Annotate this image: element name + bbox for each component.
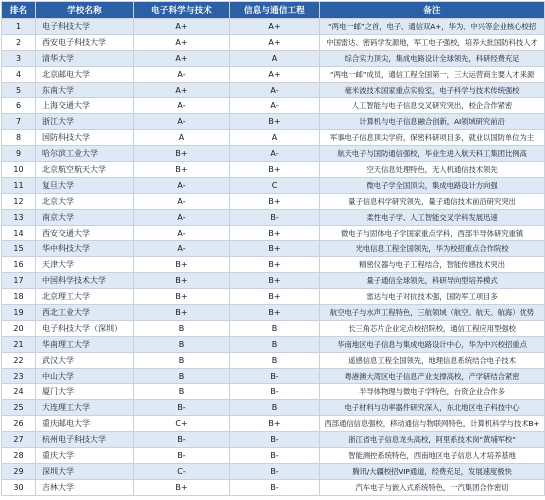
table-row <box>2 193 545 209</box>
school-cell: 东南大学 <box>36 82 134 98</box>
info-comm-grade: A- <box>230 82 320 98</box>
info-comm-grade: B+ <box>230 257 320 273</box>
note-cell: 空天信息处理特色，无人机通信技术领先 <box>320 162 545 178</box>
electronic-science-grade: B <box>134 320 230 336</box>
table-body <box>2 19 545 496</box>
note-cell: 粤港澳大湾区电子信息产业支撑高校，产学研结合紧密 <box>320 368 545 384</box>
table-row <box>2 432 545 448</box>
col-header-electronic-science: 电子科学与技术 <box>134 2 230 19</box>
table-row <box>2 82 545 98</box>
school-cell: 重庆大学 <box>36 448 134 464</box>
rank-cell: 17 <box>2 273 36 289</box>
rank-cell: 26 <box>2 416 36 432</box>
table-row <box>2 352 545 368</box>
ranking-table <box>1 1 545 496</box>
note-cell: 电子材料与功率器件研究深入，东北地区电子科技中心 <box>320 400 545 416</box>
info-comm-grade: B- <box>230 448 320 464</box>
electronic-science-grade: B <box>134 368 230 384</box>
electronic-science-grade: A+ <box>134 34 230 50</box>
table-row <box>2 50 545 66</box>
info-comm-grade: B+ <box>230 114 320 130</box>
electronic-science-grade: A- <box>134 66 230 82</box>
table-row <box>2 320 545 336</box>
school-cell: 北京邮电大学 <box>36 66 134 82</box>
rank-cell: 1 <box>2 19 36 35</box>
rank-cell: 6 <box>2 98 36 114</box>
table-row <box>2 162 545 178</box>
info-comm-grade: B- <box>230 432 320 448</box>
rank-cell: 16 <box>2 257 36 273</box>
info-comm-grade: B <box>230 400 320 416</box>
table-row <box>2 463 545 479</box>
electronic-science-grade: B+ <box>134 479 230 495</box>
school-cell: 武汉大学 <box>36 352 134 368</box>
info-comm-grade: A <box>230 50 320 66</box>
school-cell: 北京大学 <box>36 193 134 209</box>
info-comm-grade: B <box>230 320 320 336</box>
info-comm-grade: B <box>230 352 320 368</box>
table-row <box>2 368 545 384</box>
electronic-science-grade: B+ <box>134 146 230 162</box>
info-comm-grade: B+ <box>230 416 320 432</box>
note-cell: “两电一邮”之首，电子、通信双A+，华为、中兴等企业核心校招 <box>320 19 545 35</box>
note-cell: 光电信息工程全国领先，华为校招重点合作院校 <box>320 241 545 257</box>
note-cell: 智能测控系统特色，西南地区电子信息人才培养基地 <box>320 448 545 464</box>
note-cell: “两电一邮”成员，通信工程全国第一，三大运营商主要人才来源 <box>320 66 545 82</box>
school-cell: 西安交通大学 <box>36 225 134 241</box>
electronic-science-grade: B <box>134 384 230 400</box>
note-cell: 华南地区电子信息与集成电路设计中心，华为中兴校招重点 <box>320 336 545 352</box>
school-cell: 重庆邮电大学 <box>36 416 134 432</box>
note-cell: 长三角芯片企业定点校招院校，通信工程应用型强校 <box>320 320 545 336</box>
info-comm-grade: A+ <box>230 66 320 82</box>
table-row <box>2 130 545 146</box>
col-header-school: 学校名称 <box>36 2 134 19</box>
table-row <box>2 400 545 416</box>
electronic-science-grade: B- <box>134 432 230 448</box>
electronic-science-grade: C- <box>134 463 230 479</box>
school-cell: 电子科技大学 <box>36 19 134 35</box>
table-row <box>2 114 545 130</box>
electronic-science-grade: A+ <box>134 19 230 35</box>
table-row <box>2 98 545 114</box>
table-row <box>2 19 545 35</box>
table-row <box>2 66 545 82</box>
electronic-science-grade: B+ <box>134 162 230 178</box>
info-comm-grade: B <box>230 336 320 352</box>
school-cell: 西安电子科技大学 <box>36 34 134 50</box>
rank-cell: 18 <box>2 289 36 305</box>
rank-cell: 29 <box>2 463 36 479</box>
electronic-science-grade: A- <box>134 177 230 193</box>
electronic-science-grade: A- <box>134 209 230 225</box>
info-comm-grade: B+ <box>230 289 320 305</box>
info-comm-grade: B- <box>230 463 320 479</box>
rank-cell: 19 <box>2 305 36 321</box>
header-row <box>2 2 545 19</box>
col-header-info-comm: 信息与通信工程 <box>230 2 320 19</box>
info-comm-grade: B+ <box>230 241 320 257</box>
electronic-science-grade: A+ <box>134 50 230 66</box>
rank-cell: 13 <box>2 209 36 225</box>
info-comm-grade: B+ <box>230 193 320 209</box>
table-row <box>2 416 545 432</box>
col-header-notes: 备注 <box>320 2 545 19</box>
electronic-science-grade: A- <box>134 114 230 130</box>
electronic-science-grade: B- <box>134 448 230 464</box>
table-row <box>2 257 545 273</box>
school-cell: 中山大学 <box>36 368 134 384</box>
rank-cell: 4 <box>2 66 36 82</box>
school-cell: 杭州电子科技大学 <box>36 432 134 448</box>
info-comm-grade: B- <box>230 384 320 400</box>
note-cell: 半导体物理与微电子学特色，台资企业合作多 <box>320 384 545 400</box>
electronic-science-grade: B+ <box>134 257 230 273</box>
electronic-science-grade: C+ <box>134 416 230 432</box>
school-cell: 西北工业大学 <box>36 305 134 321</box>
table-row <box>2 305 545 321</box>
table-row <box>2 146 545 162</box>
school-cell: 天津大学 <box>36 257 134 273</box>
electronic-science-grade: A- <box>134 225 230 241</box>
rank-cell: 5 <box>2 82 36 98</box>
note-cell: 微电子与固体电子学国家重点学科，西部半导体研究重镇 <box>320 225 545 241</box>
note-cell: 浙江省电子信息龙头高校，阿里系技术岗“黄埔军校” <box>320 432 545 448</box>
table-row <box>2 289 545 305</box>
school-cell: 北京航空航天大学 <box>36 162 134 178</box>
note-cell: 量子信息科学研究领先，量子通信技术前沿研究突出 <box>320 193 545 209</box>
info-comm-grade: B- <box>230 209 320 225</box>
school-cell: 中国科学技术大学 <box>36 273 134 289</box>
school-cell: 上海交通大学 <box>36 98 134 114</box>
electronic-science-grade: A- <box>134 241 230 257</box>
note-cell: 精密仪器与电子工程结合，智能传感技术突出 <box>320 257 545 273</box>
info-comm-grade: B+ <box>230 225 320 241</box>
rank-cell: 9 <box>2 146 36 162</box>
rank-cell: 23 <box>2 368 36 384</box>
school-cell: 吉林大学 <box>36 479 134 495</box>
electronic-science-grade: B+ <box>134 273 230 289</box>
rank-cell: 28 <box>2 448 36 464</box>
school-cell: 电子科技大学（深圳） <box>36 320 134 336</box>
rank-cell: 10 <box>2 162 36 178</box>
electronic-science-grade: B <box>134 336 230 352</box>
info-comm-grade: B- <box>230 479 320 495</box>
electronic-science-grade: A- <box>134 193 230 209</box>
note-cell: 航天电子与国防通信强校，毕业生进入航天科工集团比例高 <box>320 146 545 162</box>
table-row <box>2 479 545 495</box>
table-row <box>2 209 545 225</box>
note-cell: 柔性电子学、人工智能交叉学科发展迅速 <box>320 209 545 225</box>
rank-cell: 15 <box>2 241 36 257</box>
electronic-science-grade: A+ <box>134 82 230 98</box>
note-cell: 量子通信全球领先，科研导向型培养模式 <box>320 273 545 289</box>
school-cell: 深圳大学 <box>36 463 134 479</box>
electronic-science-grade: B+ <box>134 289 230 305</box>
table-row <box>2 384 545 400</box>
rank-cell: 12 <box>2 193 36 209</box>
electronic-science-grade: A <box>134 130 230 146</box>
note-cell: 遥感信息工程全国领先，地理信息系统结合电子技术 <box>320 352 545 368</box>
electronic-science-grade: B- <box>134 400 230 416</box>
school-cell: 浙江大学 <box>36 114 134 130</box>
note-cell: 中国雷达、密码学发源地，军工电子强校，培养大批国防科技人才 <box>320 34 545 50</box>
info-comm-grade: B+ <box>230 162 320 178</box>
info-comm-grade: A- <box>230 98 320 114</box>
note-cell: 军事电子信息顶尖学府，保密科研项目多，就业以国防单位为主 <box>320 130 545 146</box>
rank-cell: 25 <box>2 400 36 416</box>
rank-cell: 22 <box>2 352 36 368</box>
table-row <box>2 225 545 241</box>
school-cell: 国防科技大学 <box>36 130 134 146</box>
note-cell: 汽车电子与嵌入式系统特色，一汽集团合作密切 <box>320 479 545 495</box>
note-cell: 微电子学全国顶尖，集成电路设计方向强 <box>320 177 545 193</box>
info-comm-grade: C <box>230 177 320 193</box>
note-cell: 人工智能与电子信息交叉研究突出，校企合作紧密 <box>320 98 545 114</box>
school-cell: 哈尔滨工业大学 <box>36 146 134 162</box>
note-cell: 毫米波技术国家重点实验室，电子科学与技术传统强校 <box>320 82 545 98</box>
rank-cell: 2 <box>2 34 36 50</box>
table-row <box>2 448 545 464</box>
rank-cell: 24 <box>2 384 36 400</box>
table-row <box>2 336 545 352</box>
electronic-science-grade: B <box>134 352 230 368</box>
rank-cell: 14 <box>2 225 36 241</box>
rank-cell: 11 <box>2 177 36 193</box>
info-comm-grade: A+ <box>230 34 320 50</box>
rank-cell: 20 <box>2 320 36 336</box>
table-row <box>2 177 545 193</box>
info-comm-grade: B+ <box>230 273 320 289</box>
rank-cell: 7 <box>2 114 36 130</box>
note-cell: 雷达与电子对抗技术强，国防军工项目多 <box>320 289 545 305</box>
table-row <box>2 34 545 50</box>
rank-cell: 21 <box>2 336 36 352</box>
info-comm-grade: A+ <box>230 19 320 35</box>
school-cell: 大连理工大学 <box>36 400 134 416</box>
school-cell: 华中科技大学 <box>36 241 134 257</box>
note-cell: 综合实力顶尖，集成电路设计全球领先，科研经费充足 <box>320 50 545 66</box>
school-cell: 华南理工大学 <box>36 336 134 352</box>
rank-cell: 8 <box>2 130 36 146</box>
school-cell: 南京大学 <box>36 209 134 225</box>
rank-cell: 3 <box>2 50 36 66</box>
school-cell: 清华大学 <box>36 50 134 66</box>
info-comm-grade: B+ <box>230 305 320 321</box>
electronic-science-grade: A- <box>134 98 230 114</box>
note-cell: 航空电子与水声工程特色，三航领域（航空、航天、航海）优势 <box>320 305 545 321</box>
col-header-rank: 排名 <box>2 2 36 19</box>
info-comm-grade: B- <box>230 368 320 384</box>
note-cell: 计算机与电子信息融合创新，AI领域研究前沿 <box>320 114 545 130</box>
table-row <box>2 241 545 257</box>
school-cell: 复旦大学 <box>36 177 134 193</box>
table-row <box>2 273 545 289</box>
school-cell: 北京理工大学 <box>36 289 134 305</box>
rank-cell: 30 <box>2 479 36 495</box>
electronic-science-grade: B+ <box>134 305 230 321</box>
info-comm-grade: A- <box>230 146 320 162</box>
note-cell: 腾讯/大疆校招VIP通道，经费充足，发展速度极快 <box>320 463 545 479</box>
school-cell: 厦门大学 <box>36 384 134 400</box>
info-comm-grade: A <box>230 130 320 146</box>
note-cell: 西部通信信息强校，移动通信与物联网特色，计算机科学与技术B+ <box>320 416 545 432</box>
rank-cell: 27 <box>2 432 36 448</box>
